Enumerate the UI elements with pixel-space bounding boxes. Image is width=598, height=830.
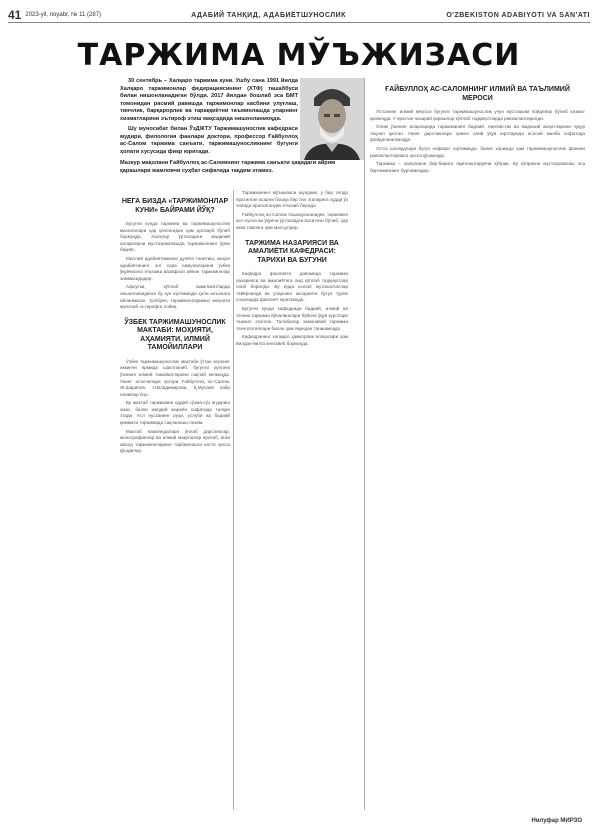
- author-signature: Нилуфар МИРЗО: [531, 818, 582, 824]
- column-divider: [233, 190, 234, 810]
- author-portrait-image: [300, 78, 364, 160]
- body-paragraph: Кафедранинг халқаро ҳамкорлик алоқалари ҳам йилдан-йилга кенгайиб бормоқда.: [236, 334, 348, 346]
- body-paragraph: Таржиманинг мўъжизаси шундаки, у бир тилда яратилган асарни бошқа бир тил эгаларига худди ўз тилида яратилгандек етказиб беради.: [236, 190, 348, 209]
- article-column-1: [120, 190, 230, 457]
- body-paragraph: Олим ўзининг асарларида таржиманинг бадиий, лингвистик ва маданий жиҳатларини чуқур таҳлил қилган. Унинг дарсликлари ҳамон олий ўқув юртларида асосий манба сифатида фойдаланилмоқда.: [370, 124, 585, 143]
- section-heading: ТАРЖИМА НАЗАРИЯСИ ВА АМАЛИЁТИ КАФЕДРАСИ: ТАРИХИ ВА БУГУНИ: [245, 239, 339, 264]
- lead-paragraph: 30 сентябрь – Халқаро таржима куни. Ушбу сана 1991 йилда Халқаро таржимонлар федерациясининг (ХТФ) ташаббуси билан нишонланадиган бўлди. 2017 йилдан бошлаб эса БМТ томонидан расмий равишда таржимонлар касбини улуғлаш, тинчлик, барқарорлик ва тараққиётни таъминлашда уларнинг хизматларини эътироф этиш мақсадида нишонланмоқда.: [120, 78, 298, 122]
- article-column-3: [370, 78, 585, 176]
- section-heading: ЎЗБЕК ТАРЖИМАШУНОСЛИК МАКТАБИ: МОҲИЯТИ, АҲАМИЯТИ, ИЛМИЙ ТАМОЙИЛЛАРИ: [124, 318, 226, 352]
- body-paragraph: Ғайбуллоҳ ас-Салом таъкидлаганидек, таржимон асл нусха ва ўқувчи ўртасидаги воситачи бўлиб, ҳар икки томонга ҳам масъулдир.: [236, 211, 348, 230]
- page-number: 41: [8, 8, 22, 22]
- portrait-illustration: [300, 78, 364, 160]
- issue-date: 2023-yil, noyabr, № 11 (287): [25, 12, 102, 18]
- body-paragraph: Устознинг илмий мероси бугунги таржимашунослик учун мустаҳкам пойдевор бўлиб хизмат қилмоқда. У яратган назарий қарашлар кўплаб тадқиқотларда ривожлантирилди.: [370, 109, 585, 121]
- page-header: [8, 8, 590, 23]
- article-title: ТАРЖИМА МЎЪЖИЗАСИ: [77, 38, 521, 73]
- body-paragraph: Ўзбек таржимашунослик мактаби ўтган асрнинг иккинчи ярмида шаклланиб, бугунги кунгача ўзининг илмий тамойилларини сақлаб келмоқда. Унинг асосчилари қатори Ғайбуллоҳ ас-Салом, Ж.Шарипов, Н.Владимирова, Қ.Мусаев каби олимлар бор.: [120, 358, 230, 397]
- body-paragraph: Устоз шогирдлари бугун нафақат юртимизда, балки хорижда ҳам таржимашунослик фанини ривожлантиришга ҳисса қўшмоқда.: [370, 145, 585, 158]
- body-paragraph: Бугунги кунда кафедрада бадиий, илмий ва техник таржима йўналишлари бўйича ўқув курслари ташкил этилган. Талабалар замонавий таржима технологиялари билан ҳам яқиндан танишмоқда.: [236, 306, 348, 331]
- section-heading: ҒАЙБУЛЛОҲ АС-САЛОМНИНГ ИЛМИЙ ВА ТАЪЛИМИЙ МЕРОСИ: [385, 86, 570, 102]
- article-byline-note: Мазкур мақолани Ғайбуллоҳ ас-Саломнинг таржима санъати ҳақидаги айрим қарашлари жамловчи суҳбат сифатида тақдим этамиз.: [120, 160, 336, 174]
- body-paragraph: Бугунги кунда таржима ва таржимашунослик масалалари ҳар қачонгидан ҳам долзарб бўлиб бормоқда. Халқлар ўртасидаги маданий алоқаларни мустаҳкамлашда таржимоннинг ўрни беқиёс.: [120, 221, 230, 253]
- body-paragraph: Кафедра фаолияти давомида таржима назарияси ва амалиётига оид кўплаб тадқиқотлар олиб борилди. Бу ерда юзлаб мутахассислар тайёрланди ва уларнинг аксарияти бугун турли соҳаларда фаолият юритмоқда.: [236, 271, 348, 303]
- article-lead: [120, 78, 298, 159]
- masthead: O'ZBEKISTON ADABIYOTI VA SAN'ATI: [446, 11, 590, 19]
- body-paragraph: Миллий адабиётимизни дунёга танитиш, жаҳон адабиётининг энг сара намуналарини ўзбек ўқувчисига етказиш вазифаси айнан таржимонлар зиммасидадир.: [120, 255, 230, 281]
- body-paragraph: Афсуски, кўплаб мамлакатларда нишонланадиган бу кун юртимизда ҳали анъанага айланмаган. Ҳолбуки, таржимонларимиз меҳнати муносиб эътирофга лойиқ.: [120, 284, 230, 310]
- body-paragraph: Бу мактаб таржимани оддий сўзма-сўз ағдариш эмас, балки ижодий жараён сифатида талқин этади. Асл нусханинг руҳи, услуби ва бадиий қиммати таржимада сақланиши лозим.: [120, 400, 230, 426]
- lead-paragraph: Шу муносабат билан ЎзДЖТУ Таржимашунослик кафедраси мудири, филология фанлари доктори, профессор Ғайбуллоҳ ас-Салом таржима санъати, таржимашуносликнинг бугунги ҳолати хусусида фикр юритади.: [120, 126, 298, 155]
- column-divider: [364, 78, 365, 810]
- article-column-2: [236, 190, 348, 350]
- section-heading: НЕГА БИЗДА «ТАРЖИМОНЛАР КУНИ» БАЙРАМИ ЙЎҚ?: [121, 198, 229, 214]
- section-rubric: АДАБИЙ ТАНҚИД, АДАБИЁТШУНОСЛИК: [191, 11, 346, 19]
- body-paragraph: Таржима – халқларни бир-бирига яқинлаштирувчи кўприк. Бу кўприкни мустаҳкамлаш эса барчамизнинг бурчимиздир.: [370, 161, 585, 173]
- body-paragraph: Мактаб намояндалари ўнлаб дарсликлар, монографиялар ва илмий мақолалар яратиб, янги авлод таржимонларини тарбиялашга катта ҳисса қўшдилар.: [120, 428, 230, 454]
